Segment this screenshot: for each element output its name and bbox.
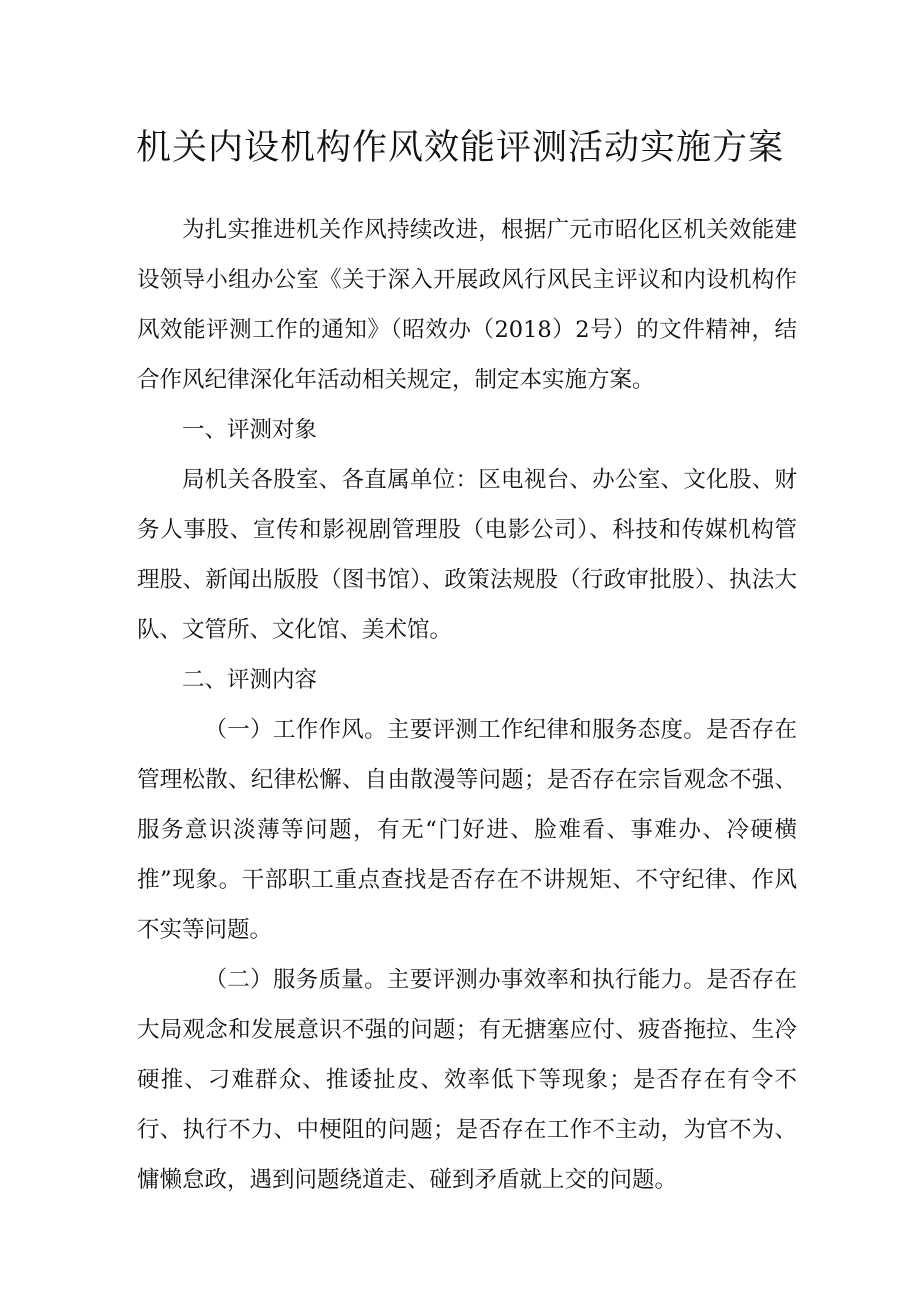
work-style-paragraph: （一）工作作风。主要评测工作纪律和服务态度。是否存在管理松散、纪律松懈、自由散漫等问题；是否存在宗旨观念不强、服务意识淡薄等问题，有无“门好进、脸难看、事难办、冷硬横推”现象。干部职工重点查找是否存在不讲规矩、不守纪律、作风不实等问题。	[137, 717, 797, 943]
section-heading-evaluation-content: 二、评测内容	[182, 667, 318, 693]
document-body	[137, 205, 797, 1205]
service-quality-paragraph: （二）服务质量。主要评测办事效率和执行能力。是否存在大局观念和发展意识不强的问题；有无搪塞应付、疲沓拖拉、生冷硬推、刁难群众、推诿扯皮、效率低下等现象；是否存在有令不行、执行不力、中梗阻的问题；是否存在工作不主动，为官不为、慵懒怠政，遇到问题绕道走、碰到矛盾就上交的问题。	[137, 967, 797, 1193]
document-title: 机关内设机构作风效能评测活动实施方案	[135, 128, 784, 168]
intro-paragraph: 为扎实推进机关作风持续改进，根据广元市昭化区机关效能建设领导小组办公室《关于深入开展政风行风民主评议和内设机构作风效能评测工作的通知》（昭效办（2018）2号）的文件精神，结合作风纪律深化年活动相关规定，制定本实施方案。	[137, 217, 797, 393]
evaluation-targets-paragraph: 局机关各股室、各直属单位：区电视台、办公室、文化股、财务人事股、宣传和影视剧管理股（电影公司）、科技和传媒机构管理股、新闻出版股（图书馆）、政策法规股（行政审批股）、执法大队、文管所、文化馆、美术馆。	[137, 467, 797, 643]
section-heading-evaluation-targets: 一、评测对象	[182, 417, 318, 443]
